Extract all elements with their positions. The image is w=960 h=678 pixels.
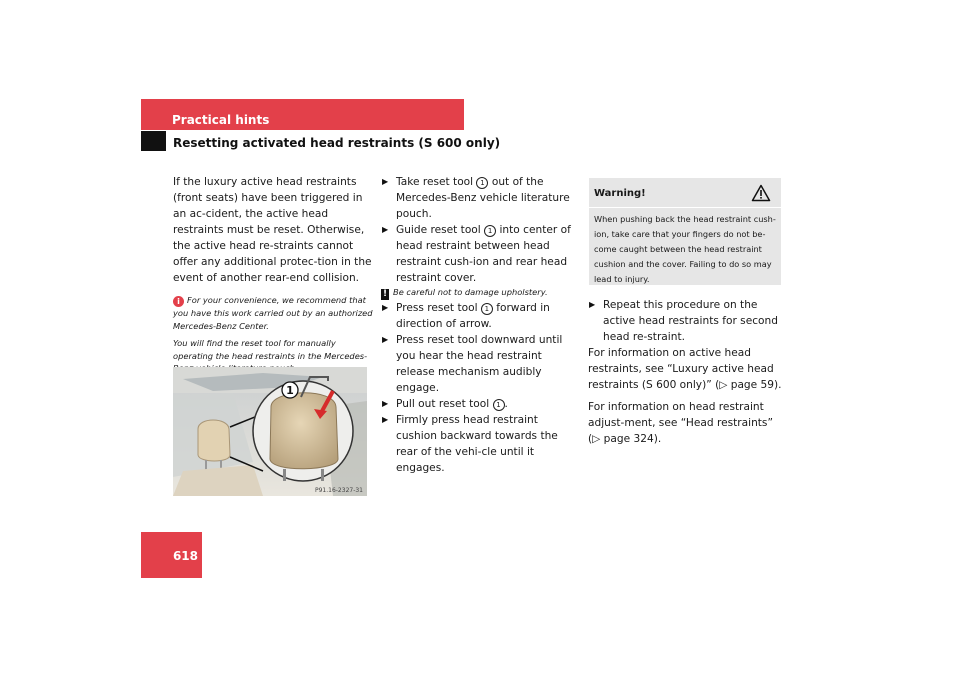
info-icon: i [173,296,184,307]
arrow-bullet-icon: ▶ [382,399,389,408]
warning-title: Warning! [594,188,646,199]
arrow-bullet-icon: ▶ [382,303,389,312]
page-title: Resetting activated head restraints (S 600 only) [173,136,501,150]
caution-note: ! Be careful not to damage upholstery. [382,287,548,299]
photo-code: P91.16-2327-31 [314,487,363,494]
column-middle [381,174,577,476]
arrow-bullet-icon: ▶ [382,335,389,344]
info-text-2: You will find the reset tool for manually operating the head restraints in the Mercedes- [173,338,368,361]
arrow-bullet-icon: ▶ [382,225,389,234]
page-ref-59[interactable]: page 59 [730,379,775,391]
page-ref-arrow-icon: ▷ [719,379,731,391]
step-repeat: ▶ Repeat this procedure on the active head restraints for second head re-straint. [589,299,778,343]
warning-triangle-icon [751,184,771,202]
page-ref-arrow-icon: ▷ [592,433,604,445]
callout-1-icon: 1 [493,399,505,411]
page-number: 618 [141,532,202,578]
callout-1-icon: 1 [481,303,493,315]
step-pull-out: ▶ Pull out reset tool 1 . [382,398,508,410]
column-right [588,297,788,453]
caution-icon: ! [382,289,388,299]
warning-divider [589,207,781,208]
callout-1-icon: 1 [484,225,496,237]
column-left [173,174,373,380]
info-text-1: For your convenience, we recommend that you have this work carried out by an authorized Mercedes-Benz Center. [173,295,373,331]
header-bar [141,99,464,130]
info-note [173,294,373,375]
page-ref-324[interactable]: page 324 [603,433,654,445]
callout-1-icon: 1 [476,177,488,189]
intro-paragraph: If the luxury active head restraints (front seats) have been triggered in an ac-cident, the active head restraints must be reset. Otherwise, the active head re-straints cannot offer any additional protec-tion in the event of another rear-end collision. [173,176,372,284]
step-guide-tool: ▶ Guide reset tool 1 into center of head restraint between head restraint cush-ion and rear head restraint cover. [382,224,571,284]
head-restraint-photo [173,367,367,496]
warning-text: When pushing back the head restraint cush-ion, take care that your fingers do not be-come caught between the head restraint cushion and the cover. Failing to do so may lead to injury. [594,214,776,284]
header-tab [141,131,166,151]
photo-callout: 1 [286,384,294,397]
arrow-bullet-icon: ▶ [382,177,389,186]
ref-head-restraint-adjustment: For information on head restraint adjust-ment, see “Head restraints” (▷ page 324). [588,401,773,445]
step-press-backward: ▶ Firmly press head restraint cushion backward towards the rear of the vehi-cle until it engages. [382,414,558,474]
warning-box [589,178,781,285]
step-press-forward: ▶ Press reset tool 1 forward in direction of arrow. [382,302,550,330]
step-press-downward: ▶ Press reset tool downward until you hear the head restraint release mechanism audibly engage. [382,334,563,394]
arrow-bullet-icon: ▶ [589,300,596,309]
section-title: Practical hints [172,113,270,127]
step-take-tool: ▶ Take reset tool 1 out of the Mercedes-Benz vehicle literature pouch. [382,176,570,220]
ref-active-head-restraints: For information on active head restraints, see “Luxury active head restraints (S 600 only)” (▷ page 59). [588,347,782,391]
arrow-bullet-icon: ▶ [382,415,389,424]
